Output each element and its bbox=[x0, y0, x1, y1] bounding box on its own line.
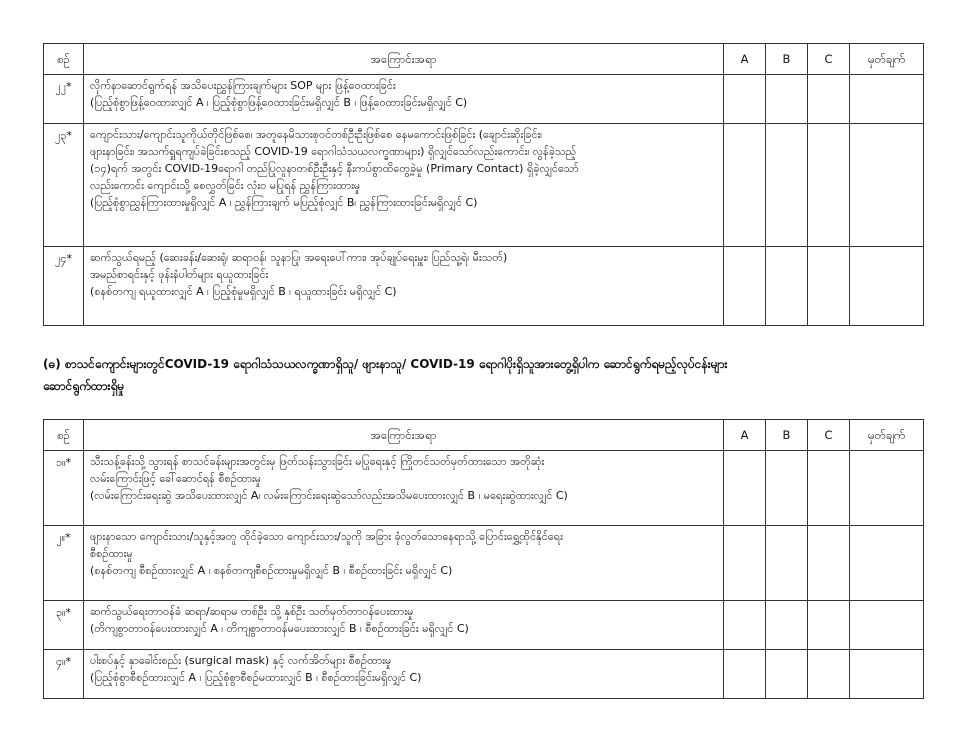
remarks-cell[interactable] bbox=[850, 601, 924, 650]
grade-a-cell[interactable] bbox=[724, 526, 766, 601]
section-heading bbox=[43, 353, 923, 397]
grade-a-cell[interactable] bbox=[724, 75, 766, 124]
header-remarks: မှတ်ချက် bbox=[850, 44, 924, 75]
description-line: (စနစ်တကျ ရယူထားလျှင် A ၊ ပြည့်စုံမှုမရှိလျှင် B ၊ ရယူထားခြင်း မရှိလျှင် C) bbox=[90, 285, 397, 298]
section-heading-line: (ဓ) စာသင်ကျောင်းများတွင်COVID-19 ရောဂါသံသယလက္ခဏာရှိသူ/ ဖျားနာသူ/ COVID-19 ရောဂါပိုးရှိသူအားတွေ့ရှိပါက ဆောင်ရွက်ရမည့်လုပ်ငန်းများ bbox=[43, 357, 728, 371]
safety-checklist-table-1 bbox=[43, 43, 924, 326]
description-line: (စနစ်တကျ စီစဉ်ထားလျှင် A ၊ စနစ်တကျစီစဉ်ထားမှုမရှိလျှင် B ၊ စီစဉ်ထားခြင်း မရှိလျှင် C) bbox=[90, 564, 453, 577]
remarks-cell[interactable] bbox=[850, 75, 924, 124]
description-line: (ပြည့်စုံစွာစီစဉ်ထားလျှင် A ၊ ပြည့်စုံစွာစီစဉ်မထားလျှင် B ၊ စီစဉ်ထားခြင်းမရှိလျှင် C) bbox=[90, 671, 422, 684]
grade-c-cell[interactable] bbox=[808, 601, 850, 650]
grade-b-cell[interactable] bbox=[766, 124, 808, 247]
row-number: ၁။* bbox=[44, 451, 84, 526]
description-line: စီစဉ်ထားမှု bbox=[90, 547, 133, 560]
table-header-row bbox=[44, 420, 924, 451]
header-a: A bbox=[724, 420, 766, 451]
row-description bbox=[84, 247, 724, 326]
remarks-cell[interactable] bbox=[850, 124, 924, 247]
table-header-row bbox=[44, 44, 924, 75]
row-description bbox=[84, 124, 724, 247]
grade-c-cell[interactable] bbox=[808, 650, 850, 699]
description-line: လမ်းကြောင်းဖြင့် ခေါ်ဆောင်ရန် စီစဉ်ထားမှု bbox=[90, 472, 262, 485]
row-description bbox=[84, 601, 724, 650]
table-row bbox=[44, 124, 924, 247]
description-line: သီးသန့်ခန်းသို့ သွားရန် စာသင်ခန်းများအတွင်းမှ ဖြတ်သန်းသွားခြင်း မပြုရေးနှင့် ကြိုတင်သတ်မှတ်ထားသော အတိုဆုံး bbox=[90, 455, 545, 468]
grade-a-cell[interactable] bbox=[724, 601, 766, 650]
grade-c-cell[interactable] bbox=[808, 75, 850, 124]
header-no: စဉ် bbox=[44, 44, 84, 75]
row-number: ၃။* bbox=[44, 601, 84, 650]
grade-b-cell[interactable] bbox=[766, 451, 808, 526]
remarks-cell[interactable] bbox=[850, 526, 924, 601]
table-row bbox=[44, 75, 924, 124]
description-line: (ပြည့်စုံစွာဖြန့်ဝေထားလျှင် A ၊ ပြည့်စုံစွာဖြန့်ဝေထားခြင်းမရှိလျှင် B ၊ ဖြန့်ဝေထားခြင်းမရှိလျှင် C) bbox=[90, 96, 468, 109]
table-row bbox=[44, 601, 924, 650]
description-line: ဖျားနာသော ကျောင်းသား/သူနှင့်အတူ ထိုင်ခဲ့သော ကျောင်းသား/သူကို အခြား ခုံလွတ်သောနေရာသို့ ပြောင်းရွှေ့ထိုင်နိုင်ရေး bbox=[90, 530, 563, 543]
header-description: အကြောင်းအရာ bbox=[84, 420, 724, 451]
grade-b-cell[interactable] bbox=[766, 75, 808, 124]
row-number: ၂၃* bbox=[44, 124, 84, 247]
description-line: ဆက်သွယ်ရမည့် (ဆေးခန်း/ဆေးရုံ၊ ဆရာဝန်၊ သူနာပြု၊ အရေးပေါ်ကား၊ အုပ်ချုပ်ရေးမှူး၊ ပြည်သူ့ရဲ၊ မီးသတ်) bbox=[90, 251, 508, 264]
grade-c-cell[interactable] bbox=[808, 247, 850, 326]
grade-a-cell[interactable] bbox=[724, 451, 766, 526]
remarks-cell[interactable] bbox=[850, 247, 924, 326]
description-line: ကျောင်းသား/ကျောင်းသူကိုယ်တိုင်ဖြစ်စေ၊ အတူနေမိသားစုဝင်တစ်ဦးဦးဖြစ်စေ နေမကောင်းဖြစ်ခြင်း (ချောင်းဆိုးခြင်း၊ bbox=[90, 128, 543, 141]
grade-b-cell[interactable] bbox=[766, 601, 808, 650]
row-number: ၂၄* bbox=[44, 247, 84, 326]
grade-b-cell[interactable] bbox=[766, 247, 808, 326]
header-no: စဉ် bbox=[44, 420, 84, 451]
grade-b-cell[interactable] bbox=[766, 526, 808, 601]
grade-c-cell[interactable] bbox=[808, 451, 850, 526]
description-line: လိုက်နာဆောင်ရွက်ရန် အသိပေးညွှန်ကြားချက်များ SOP များ ဖြန့်ဝေထားခြင်း bbox=[90, 79, 396, 92]
row-number: ၂၂* bbox=[44, 75, 84, 124]
description-line: လည်းကောင်း ကျောင်းသို့ စေလွှတ်ခြင်း လုံးဝ မပြုရန် ညွှန်ကြားထားမှု bbox=[90, 179, 361, 192]
description-line: (၁၄)ရက် အတွင်း COVID-19ရောဂါ တည်ပြုလူနာတစ်ဦးဦးနှင့် နီးကပ်စွာထိတွေ့ခဲ့မှု (Primary Contact) ရှိခဲ့လျှင်သော် bbox=[90, 162, 579, 175]
row-description bbox=[84, 526, 724, 601]
safety-checklist-table-2 bbox=[43, 419, 924, 699]
table-row bbox=[44, 247, 924, 326]
description-line: ပါးစပ်နှင့် နှာခေါင်းစည်း (surgical mask) နှင့် လက်အိတ်များ စီစဉ်ထားမှု bbox=[90, 654, 392, 667]
remarks-cell[interactable] bbox=[850, 451, 924, 526]
description-line: (တိကျစွာတာဝန်ပေးထားလျှင် A ၊ တိကျစွာတာဝန်မပေးထားလျှင် B ၊ စီစဉ်ထားခြင်း မရှိလျှင် C) bbox=[90, 622, 469, 635]
description-line: အမည်စာရင်းနှင့် ဖုန်းနံပါတ်များ ရယူထားခြင်း bbox=[90, 268, 269, 281]
grade-c-cell[interactable] bbox=[808, 124, 850, 247]
table-row bbox=[44, 526, 924, 601]
remarks-cell[interactable] bbox=[850, 650, 924, 699]
description-line: (လမ်းကြောင်းရေးဆွဲ အသိပေးထားလျှင် A၊ လမ်းကြောင်းရေးဆွဲသော်လည်းအသိမပေးထားလျှင် B ၊ မရေးဆွဲထားလျှင် C) bbox=[90, 489, 568, 502]
section-heading-line: ဆောင်ရွက်ထားရှိမှု bbox=[43, 379, 125, 393]
header-a: A bbox=[724, 44, 766, 75]
table-row bbox=[44, 650, 924, 699]
description-line: ဖျားနာခြင်း၊ အသက်ရှူရကျပ်ခဲခြင်းစသည့် COVID-19 ရောဂါသံသယလက္ခဏာများ) ရှိလျှင်သော်လည်းကောင်း၊ လွန်ခဲ့သည့် bbox=[90, 145, 577, 158]
header-c: C bbox=[808, 420, 850, 451]
header-description: အကြောင်းအရာ bbox=[84, 44, 724, 75]
table-row bbox=[44, 451, 924, 526]
header-b: B bbox=[766, 44, 808, 75]
row-description bbox=[84, 451, 724, 526]
row-number: ၂။* bbox=[44, 526, 84, 601]
grade-a-cell[interactable] bbox=[724, 124, 766, 247]
grade-a-cell[interactable] bbox=[724, 247, 766, 326]
row-description bbox=[84, 75, 724, 124]
header-remarks: မှတ်ချက် bbox=[850, 420, 924, 451]
grade-b-cell[interactable] bbox=[766, 650, 808, 699]
row-description bbox=[84, 650, 724, 699]
header-b: B bbox=[766, 420, 808, 451]
header-c: C bbox=[808, 44, 850, 75]
row-number: ၄။* bbox=[44, 650, 84, 699]
description-line: (ပြည့်စုံစွာညွှန်ကြားထားမှုရှိလျှင် A ၊ ညွှန်ကြားချက် မပြည့်စုံလျှင် B၊ ညွှန်ကြားထားခြင်းမရှိလျှင် C) bbox=[90, 196, 478, 209]
description-line: ဆက်သွယ်ရေးတာဝန်ခံ ဆရာ/ဆရာမ တစ်ဦး သို့ နှစ်ဦး သတ်မှတ်တာဝန်ပေးထားမှု bbox=[90, 605, 414, 618]
grade-c-cell[interactable] bbox=[808, 526, 850, 601]
grade-a-cell[interactable] bbox=[724, 650, 766, 699]
